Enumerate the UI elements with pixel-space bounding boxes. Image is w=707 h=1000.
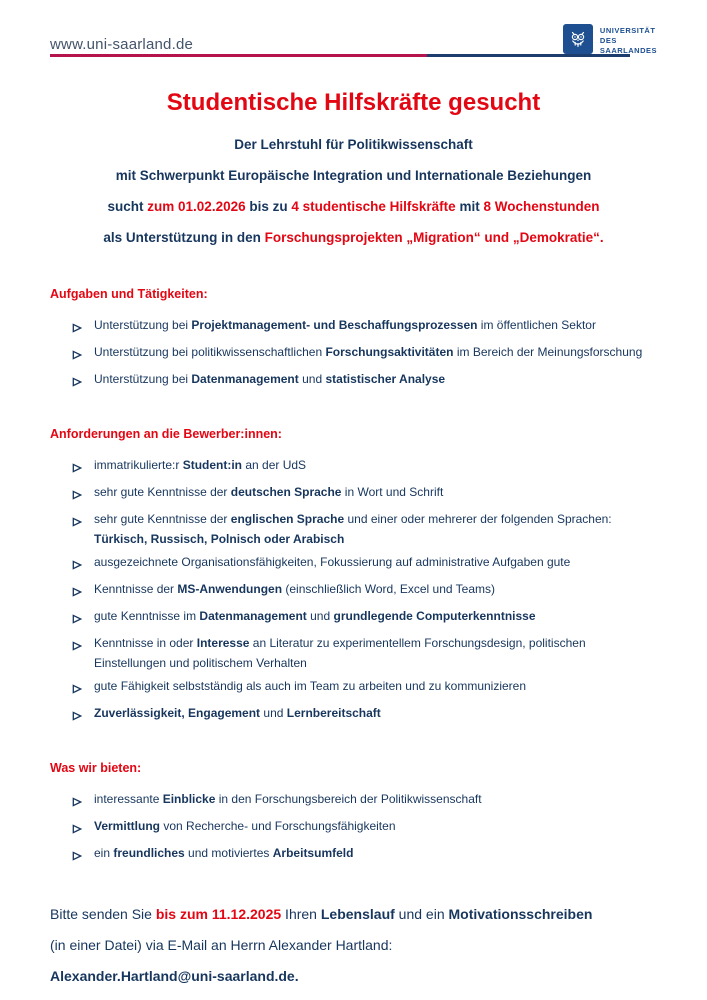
- text-segment: Projektmanagement- und Beschaffungsprozessen: [191, 318, 478, 332]
- text-segment: als Unterstützung in den: [103, 230, 265, 245]
- text-segment: Datenmanagement: [191, 372, 299, 386]
- list-item-text: [94, 315, 643, 339]
- text-segment: mit: [455, 199, 484, 214]
- text-segment: Unterstützung bei: [94, 318, 192, 332]
- text-segment: in Wort und Schrift: [341, 485, 444, 499]
- text-segment: Kenntnisse der: [94, 582, 178, 596]
- text-segment: bis zu: [245, 199, 292, 214]
- list-item: [50, 552, 657, 576]
- arrow-right-icon: [72, 793, 84, 813]
- university-url: www.uni-saarland.de: [50, 36, 194, 53]
- arrow-right-icon: [72, 680, 84, 700]
- list-item: [50, 342, 657, 366]
- list-item: [50, 369, 657, 393]
- closing-paragraph: [50, 899, 657, 992]
- text-segment: Lernbereitschaft: [286, 706, 381, 720]
- logo-text-line: SAARLANDES: [599, 46, 657, 56]
- arrow-right-icon: [72, 610, 84, 630]
- arrow-right-icon: [72, 556, 84, 576]
- list-item-text: [94, 369, 643, 393]
- text-segment: 8 Wochenstunden: [483, 199, 600, 214]
- text-segment: Zuverlässigkeit, Engagement: [94, 706, 261, 720]
- arrow-right-icon: [72, 373, 84, 393]
- arrow-right-icon: [72, 820, 84, 840]
- text-segment: Interesse: [196, 636, 250, 650]
- text-segment: ein: [94, 846, 114, 860]
- arrow-right-icon: [72, 486, 84, 506]
- text-segment: Forschungsprojekten „Migration“ und „Demokratie“.: [264, 230, 604, 245]
- text-segment: 4 studentische Hilfskräfte: [291, 199, 456, 214]
- text-segment: Bitte senden Sie: [50, 906, 156, 922]
- text-segment: Alexander.Hartland@uni-saarland.de.: [50, 968, 299, 984]
- list-item-text: [94, 703, 643, 727]
- list-item: [50, 633, 657, 673]
- intro-line: mit Schwerpunkt Europäische Integration und Internationale Beziehungen: [115, 168, 592, 183]
- arrow-right-icon: [72, 637, 84, 673]
- text-segment: Forschungsaktivitäten: [325, 345, 454, 359]
- list-item: [50, 509, 657, 549]
- list-item-text: [94, 455, 643, 479]
- text-segment: und: [306, 609, 334, 623]
- list-item: [50, 579, 657, 603]
- arrow-right-icon: [72, 346, 84, 366]
- text-segment: sehr gute Kenntnisse der: [94, 485, 231, 499]
- list-item: [50, 789, 657, 813]
- text-segment: im Bereich der Meinungsforschung: [453, 345, 643, 359]
- text-segment: und einer oder mehrerer der folgenden Sprachen:: [344, 512, 612, 526]
- intro-line: [50, 222, 657, 253]
- text-segment: sucht: [107, 199, 148, 214]
- intro-line: Der Lehrstuhl für Politikwissenschaft: [234, 137, 473, 152]
- arrow-right-icon: [72, 583, 84, 603]
- list-item: [50, 315, 657, 339]
- text-segment: interessante: [94, 792, 163, 806]
- text-segment: englischen Sprache: [230, 512, 345, 526]
- text-segment: von Recherche- und Forschungsfähigkeiten: [160, 819, 396, 833]
- list-item: [50, 703, 657, 727]
- text-segment: immatrikulierte:r: [94, 458, 183, 472]
- text-segment: ausgezeichnete Organisationsfähigkeiten, Fokussierung auf administrative Aufgaben gute: [94, 555, 571, 569]
- footer-line: [50, 899, 657, 930]
- text-segment: (einschließlich Word, Excel und Teams): [282, 582, 496, 596]
- list-item-text: [94, 482, 643, 506]
- text-segment: in den Forschungsbereich der Politikwissenschaft: [215, 792, 482, 806]
- text-segment: und: [298, 372, 326, 386]
- text-segment: sehr gute Kenntnisse der: [94, 512, 231, 526]
- list-item: [50, 816, 657, 840]
- list-item: [50, 843, 657, 867]
- text-segment: MS-Anwendungen: [177, 582, 283, 596]
- arrow-right-icon: [72, 513, 84, 549]
- arrow-right-icon: [72, 707, 84, 727]
- header-divider: [50, 54, 630, 57]
- text-segment: (in einer Datei) via E-Mail an Herrn Alexander Hartland:: [50, 937, 393, 953]
- text-segment: freundliches: [113, 846, 185, 860]
- text-segment: im öffentlichen Sektor: [477, 318, 596, 332]
- logo-text-line: UNIVERSITÄT: [599, 26, 656, 35]
- text-segment: Arbeitsumfeld: [272, 846, 354, 860]
- text-segment: Student:in: [182, 458, 243, 472]
- university-logo-text: [600, 24, 657, 56]
- text-segment: Motivationsschreiben: [448, 906, 593, 922]
- list-item: [50, 676, 657, 700]
- text-segment: Datenmanagement: [199, 609, 307, 623]
- text-segment: an Literatur zu experimentellem Forschungsdesign, politischen Einstellungen und politischem Verhalten: [94, 636, 586, 670]
- section-heading: Aufgaben und Tätigkeiten:: [50, 287, 208, 301]
- bullet-list: [50, 455, 657, 727]
- intro-block: [50, 129, 657, 253]
- text-segment: Unterstützung bei politikwissenschaftlichen: [94, 345, 326, 359]
- list-item-text: [94, 676, 643, 700]
- list-item-text: [94, 509, 643, 549]
- section-heading: Was wir bieten:: [50, 761, 142, 775]
- text-segment: statistischer Analyse: [325, 372, 446, 386]
- list-item-text: [94, 342, 643, 366]
- list-item-text: [94, 552, 643, 576]
- arrow-right-icon: [72, 847, 84, 867]
- bullet-list: [50, 789, 657, 867]
- text-segment: Einblicke: [162, 792, 216, 806]
- list-item: [50, 606, 657, 630]
- text-segment: und motiviertes: [184, 846, 273, 860]
- text-segment: Ihren: [281, 906, 321, 922]
- text-segment: bis zum 11.12.2025: [155, 906, 282, 922]
- section-heading: Anforderungen an die Bewerber:innen:: [50, 427, 282, 441]
- list-item-text: [94, 789, 643, 813]
- text-segment: Kenntnisse in oder: [94, 636, 197, 650]
- text-segment: an der UdS: [242, 458, 307, 472]
- list-item-text: [94, 633, 643, 673]
- page-title: Studentische Hilfskräfte gesucht: [166, 89, 541, 116]
- sections: [50, 287, 657, 867]
- arrow-right-icon: [72, 319, 84, 339]
- footer-line: [50, 930, 657, 961]
- text-segment: grundlegende Computerkenntnisse: [333, 609, 536, 623]
- list-item: [50, 482, 657, 506]
- logo-text-line: DES: [599, 36, 617, 46]
- university-logo: [563, 24, 657, 56]
- text-segment: Lebenslauf: [320, 906, 395, 922]
- email-address: [50, 961, 657, 992]
- text-segment: deutschen Sprache: [230, 485, 342, 499]
- list-item: [50, 455, 657, 479]
- text-segment: Türkisch, Russisch, Polnisch oder Arabisch: [94, 532, 345, 546]
- owl-icon: [563, 24, 593, 54]
- text-segment: Vermittlung: [94, 819, 161, 833]
- text-segment: gute Kenntnisse im: [94, 609, 200, 623]
- list-item-text: [94, 579, 643, 603]
- intro-line: [50, 191, 657, 222]
- text-segment: und: [260, 706, 287, 720]
- list-item-text: [94, 816, 643, 840]
- bullet-list: [50, 315, 657, 393]
- list-item-text: [94, 606, 643, 630]
- text-segment: Unterstützung bei: [94, 372, 192, 386]
- list-item-text: [94, 843, 643, 867]
- letterhead: [50, 0, 657, 56]
- text-segment: gute Fähigkeit selbstständig als auch im Team zu arbeiten und zu kommunizieren: [94, 679, 527, 693]
- arrow-right-icon: [72, 459, 84, 479]
- text-segment: zum 01.02.2026: [147, 199, 246, 214]
- text-segment: und ein: [394, 906, 449, 922]
